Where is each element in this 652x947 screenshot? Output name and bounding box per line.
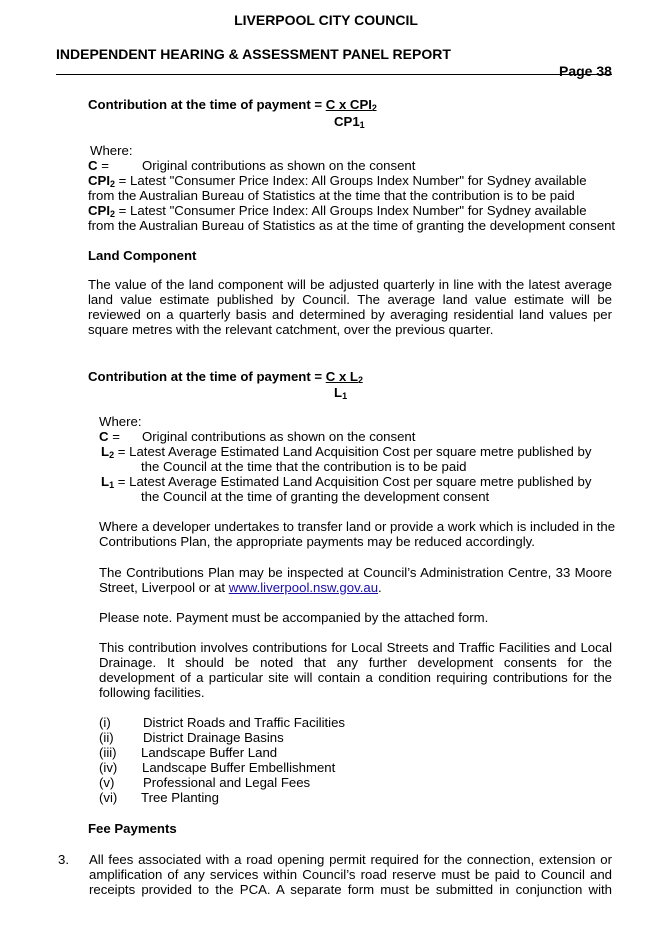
contribution-para-line: Drainage. It should be noted that any further development consents for the <box>99 655 612 670</box>
page-number: Page 38 <box>559 63 612 79</box>
facility-text: Tree Planting <box>141 790 219 805</box>
land-component-heading: Land Component <box>88 248 197 263</box>
facility-text: District Drainage Basins <box>143 730 284 745</box>
fee-payments-line: amplification of any services within Council’s road reserve must be paid to Council and <box>89 867 612 882</box>
where-cpi-c-text: Original contributions as shown on the consent <box>142 158 416 173</box>
where-cpi-label: Where: <box>90 143 133 158</box>
facility-text: Landscape Buffer Land <box>141 745 278 760</box>
formula-cpi-denominator: $CP1_1$ <box>334 114 365 130</box>
land-component-line: square metres with the relevant catchment, over the previous quarter. <box>88 322 494 337</box>
facility-text: Landscape Buffer Embellishment <box>142 760 336 775</box>
facility-text: Professional and Legal Fees <box>143 775 311 790</box>
facility-num: (v) <box>99 775 115 790</box>
formula-cpi <box>88 97 377 112</box>
developer-para-line: Contributions Plan, the appropriate payments may be reduced accordingly. <box>99 534 535 549</box>
where-l2-line2: the Council at the time that the contribution is to be paid <box>141 459 467 474</box>
header-rule <box>56 74 612 75</box>
council-website-link[interactable]: www.liverpool.nsw.gov.au <box>228 580 379 595</box>
where-cpi1-line2: from the Australian Bureau of Statistics as at the time of granting the development consent <box>88 218 616 233</box>
contribution-para-line: following facilities. <box>99 685 205 700</box>
fee-item-number: 3. <box>58 852 69 867</box>
inspect-para-line2: Street, Liverpool or at www.liverpool.nsw.gov.au. <box>99 580 382 595</box>
where-land-c-text: Original contributions as shown on the consent <box>142 429 416 444</box>
land-component-line: reviewed on a quarterly basis and determined by averaging residential land values per <box>88 307 612 322</box>
where-land-c: C = <box>99 429 120 444</box>
developer-para-line: Where a developer undertakes to transfer land or provide a work which is included in the <box>99 519 616 534</box>
where-l1-line1: $L_1$ = Latest Average Estimated Land Acquisition Cost per square metre published by <box>101 474 592 490</box>
contribution-para-line: This contribution involves contributions for Local Streets and Traffic Facilities and Local <box>99 640 612 655</box>
formula-cpi-numerator: C x $CPI_2$ <box>325 97 377 113</box>
payment-note: Please note. Payment must be accompanied by the attached form. <box>99 610 489 625</box>
land-component-line: land value estimate published by Council. The average land value estimate will be <box>88 292 612 307</box>
formula-land-lhs: Contribution at the time of payment = <box>88 369 326 384</box>
formula-cpi-lhs: Contribution at the time of payment = <box>88 97 326 112</box>
contribution-para-line: development of a particular site will contain a condition requiring contributions for the <box>99 670 612 685</box>
fee-payments-heading: Fee Payments <box>88 821 177 836</box>
facility-num: (iii) <box>99 745 117 760</box>
fee-payments-line: All fees associated with a road opening permit required for the connection, extension or <box>89 852 612 867</box>
where-l2-line1: $L_2$ = Latest Average Estimated Land Acquisition Cost per square metre published by <box>101 444 592 460</box>
report-title: INDEPENDENT HEARING & ASSESSMENT PANEL REPORT <box>56 46 451 62</box>
council-title: LIVERPOOL CITY COUNCIL <box>234 12 418 28</box>
where-cpi2-line1: $CPI_2$ = Latest "Consumer Price Index: All Groups Index Number" for Sydney available <box>88 173 587 189</box>
where-cpi2-line2: from the Australian Bureau of Statistics at the time that the contribution is to be paid <box>88 188 575 203</box>
facility-num: (vi) <box>99 790 118 805</box>
where-cpi-c: C = <box>88 158 109 173</box>
formula-land-numerator: C x $L_2$ <box>325 369 364 385</box>
where-l1-line2: the Council at the time of granting the development consent <box>141 489 490 504</box>
facility-num: (iv) <box>99 760 118 775</box>
formula-land-denominator: $L_1$ <box>334 385 348 401</box>
inspect-para-line: The Contributions Plan may be inspected at Council’s Administration Centre, 33 Moore <box>99 565 612 580</box>
land-component-line: The value of the land component will be adjusted quarterly in line with the latest average <box>88 277 612 292</box>
facility-text: District Roads and Traffic Facilities <box>143 715 346 730</box>
where-land-label: Where: <box>99 414 142 429</box>
formula-land <box>88 369 363 384</box>
facility-num: (ii) <box>99 730 114 745</box>
facility-num: (i) <box>99 715 111 730</box>
where-cpi1-line1: $CPI_2$ = Latest "Consumer Price Index: All Groups Index Number" for Sydney available <box>88 203 587 219</box>
fee-payments-line: receipts provided to the PCA. A separate form must be submitted in conjunction with <box>89 882 612 897</box>
